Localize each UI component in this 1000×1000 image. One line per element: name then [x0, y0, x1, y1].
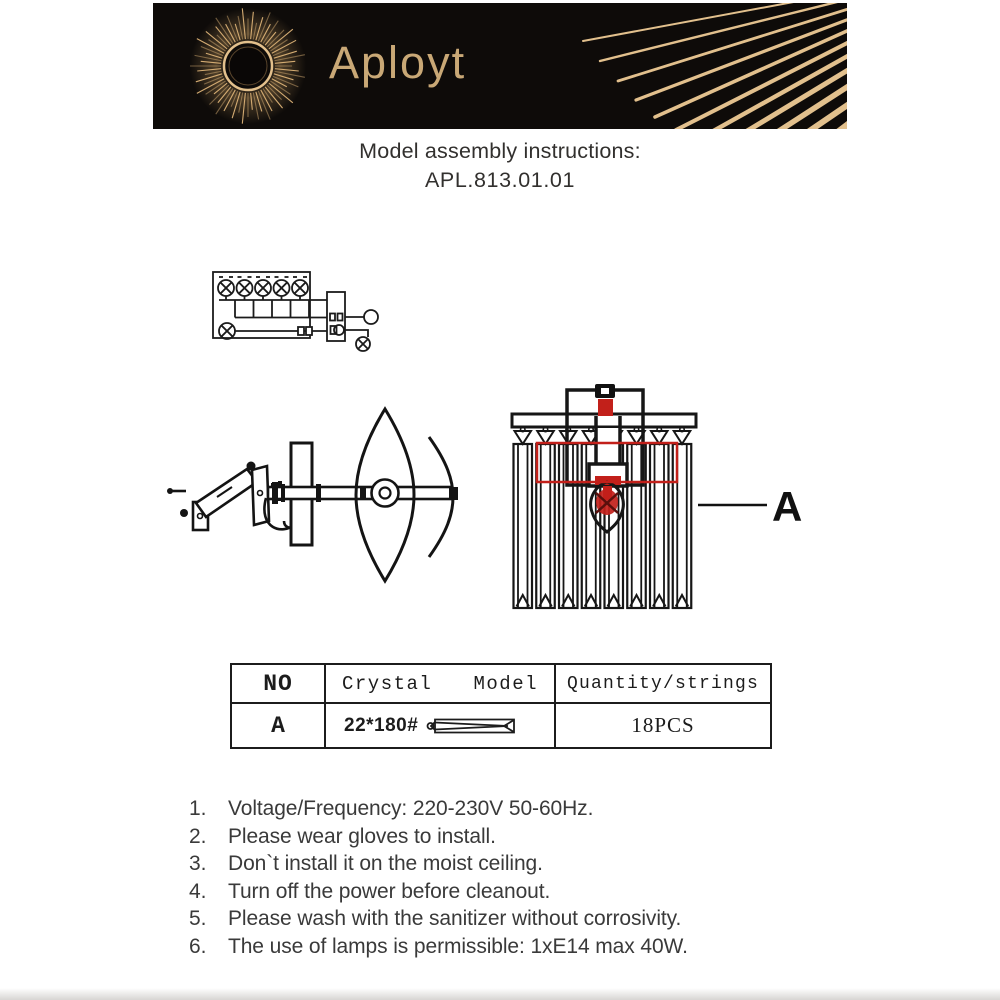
col-header-crystal: Crystal — [342, 672, 433, 695]
model-number: APL.813.01.01 — [424, 168, 576, 192]
note-item: 4. Turn off the power before cleanout. — [189, 879, 551, 903]
col-header-no: NO — [232, 665, 326, 704]
col-header-crystal-model — [326, 665, 556, 704]
safety-notes — [189, 795, 837, 961]
col-header-model: Model — [473, 672, 538, 695]
socket-top-red — [598, 399, 613, 416]
note-item: 1. Voltage/Frequency: 220-230V 50-60Hz. — [189, 797, 594, 820]
side-view-diagram — [167, 409, 458, 581]
note-item: 2. Please wear gloves to install. — [189, 824, 496, 848]
doc-title: Model assembly instructions: — [359, 139, 641, 163]
callout-label-a: A — [772, 483, 803, 530]
crystal-size-text: 22*180# — [344, 714, 419, 736]
page-edge-shadow — [0, 988, 1000, 1000]
brand-wordmark: Aployt — [329, 37, 467, 88]
col-header-quantity: Quantity/strings — [556, 665, 770, 704]
cell-quantity: 18PCS — [631, 713, 695, 737]
note-item: 5. Please wash with the sanitizer without corrosivity. — [189, 907, 682, 931]
note-item: 3. Don`t install it on the moist ceiling. — [189, 852, 543, 876]
cell-row-no: A — [232, 704, 326, 747]
front-view-diagram — [512, 384, 696, 608]
parts-table — [230, 663, 772, 749]
wiring-diagram — [213, 272, 378, 351]
prism-crystal-icon — [426, 716, 522, 736]
callout — [698, 483, 802, 530]
note-item: 6. The use of lamps is permissible: 1xE14 max 40W. — [189, 934, 688, 958]
cell-crystal-size — [326, 704, 556, 747]
